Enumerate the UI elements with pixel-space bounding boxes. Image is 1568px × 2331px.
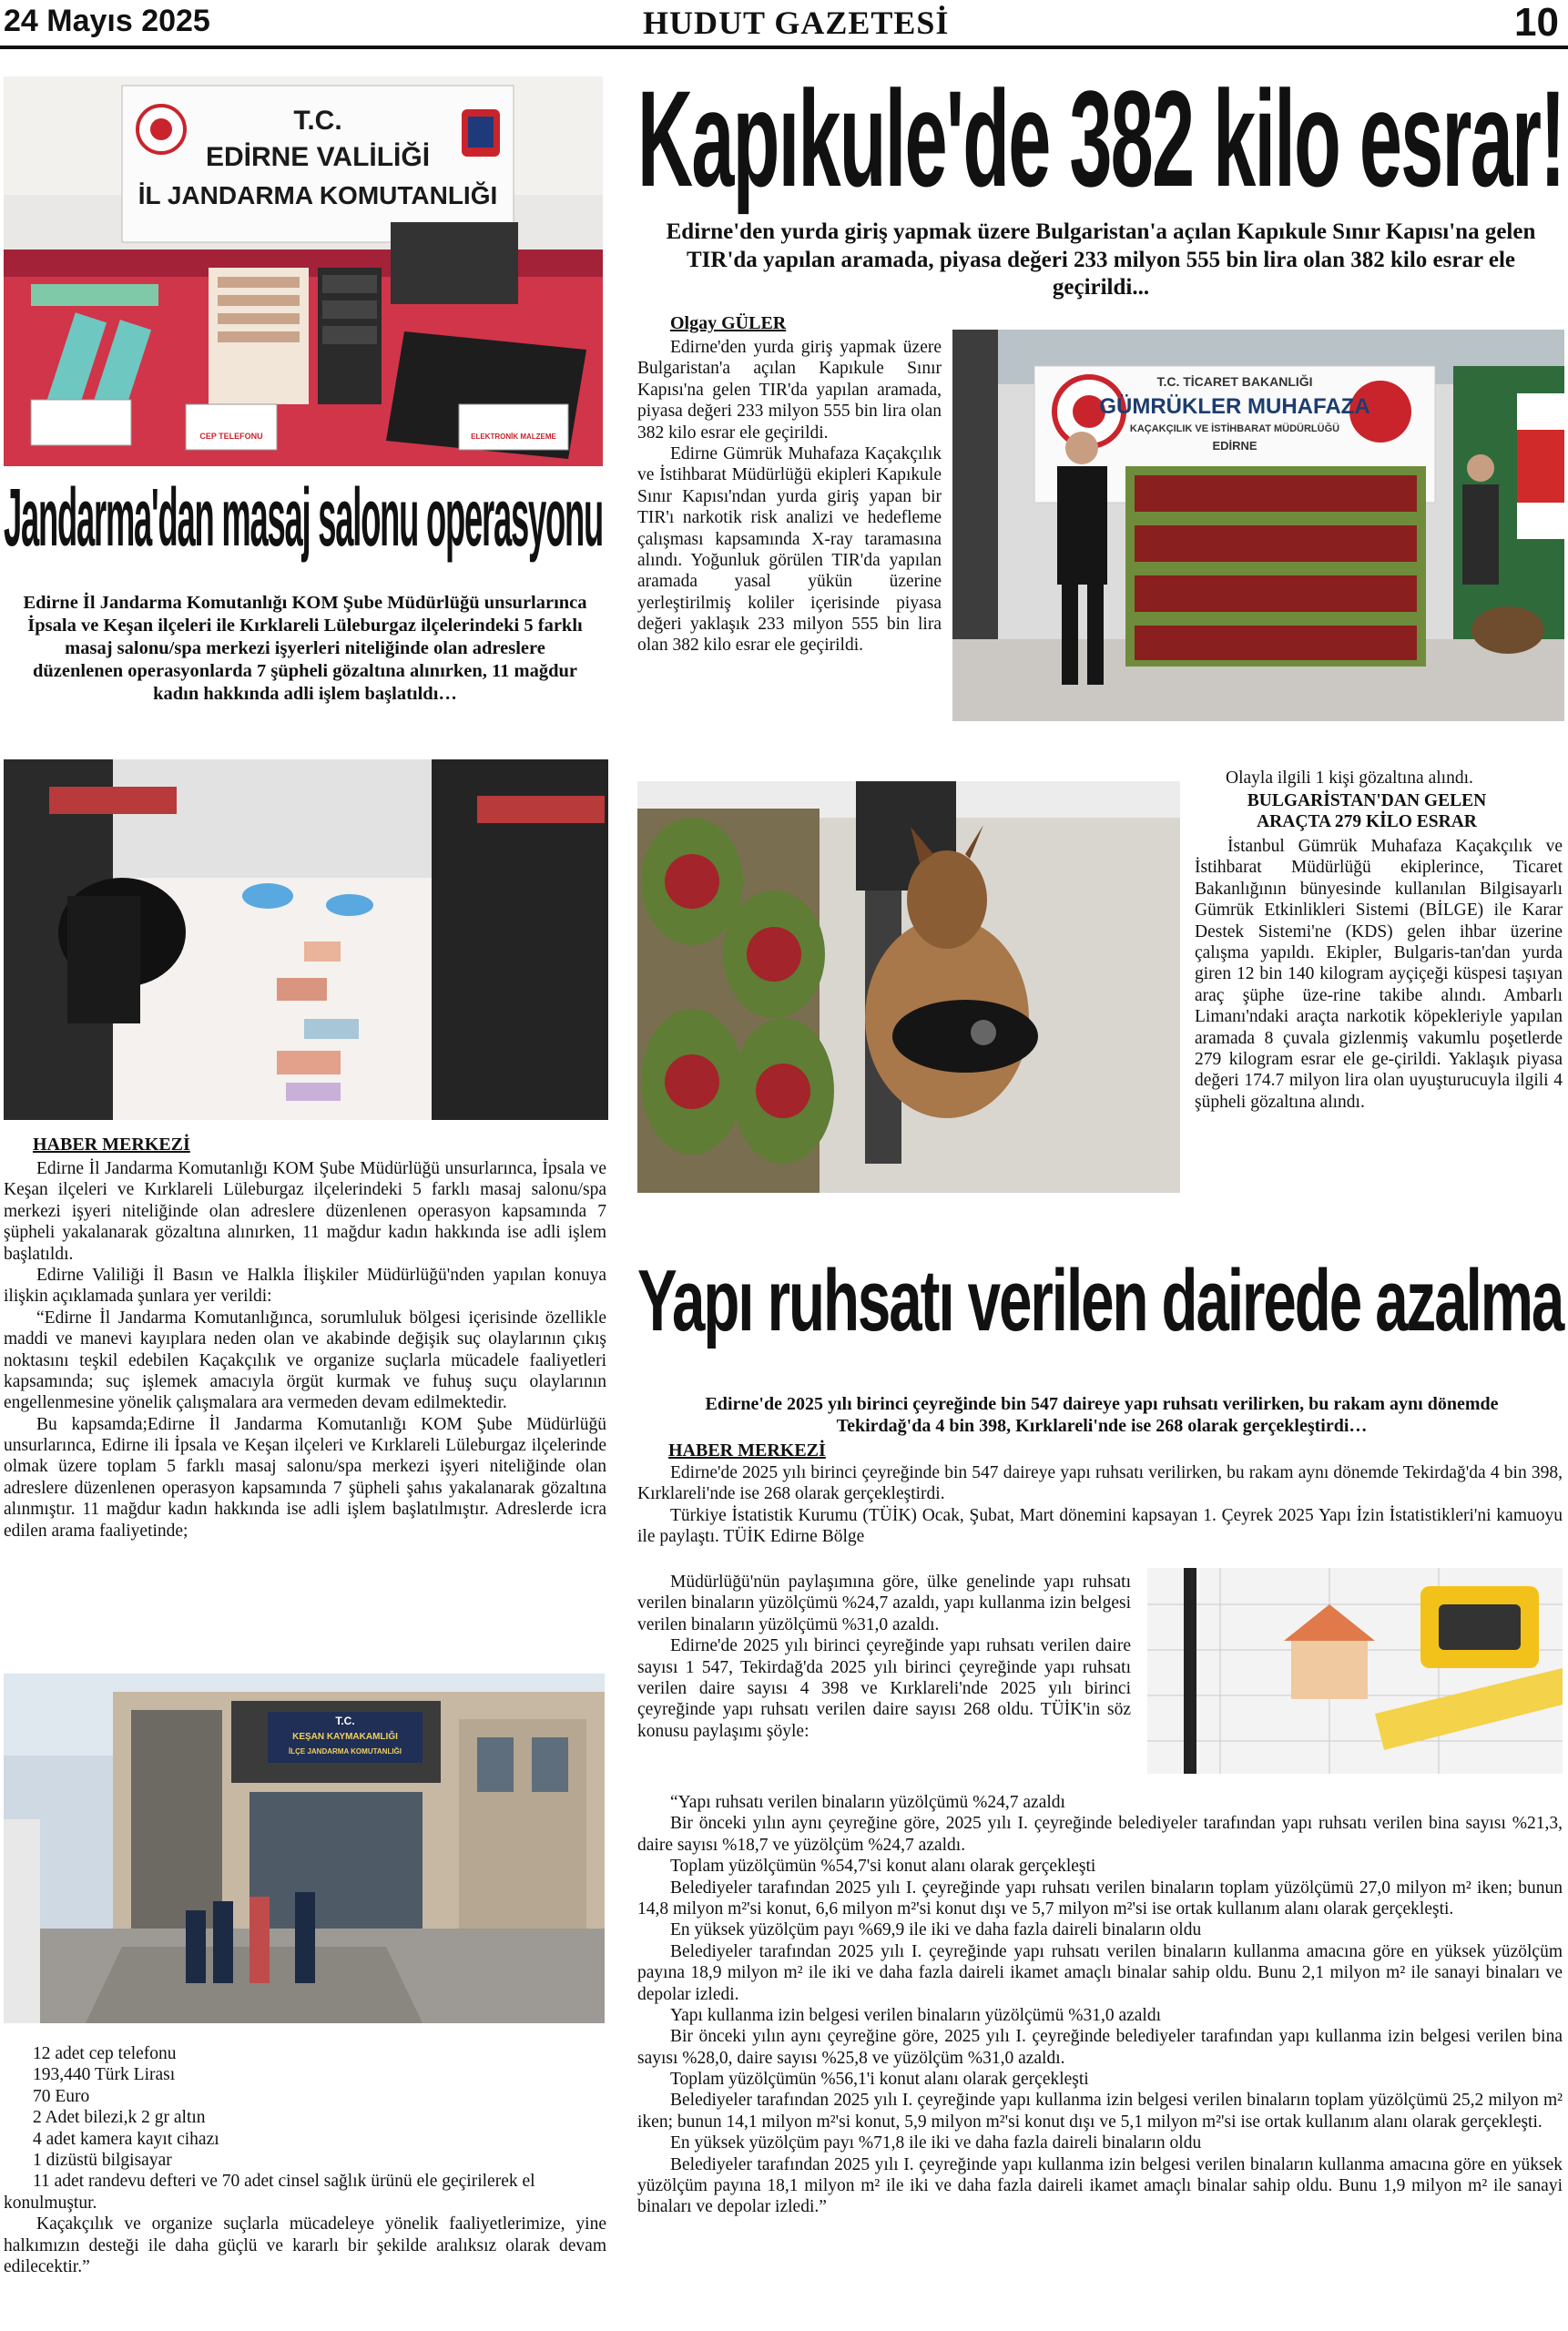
banner-line1: T.C. TİCARET BAKANLIĞI: [1156, 374, 1313, 389]
left-para-2: Edirne Valiliği İl Basın ve Halkla İlişkiler Müdürlüğü'nden yapılan konuya ilişkin açıklamada şunlara yer verildi:: [4, 1265, 606, 1307]
left-para-3: “Edirne İl Jandarma Komutanlığınca, sorumluluk bölgesi içerisinde özellikle maddi ve manevi kayıplara neden olan ve akabinde değişik suç olaylarının çıkış noktasını teşkil edebilen Kaçakçılık ve organize suçlarla mücadele faaliyetleri kapsamında; suç işlemek amacıyla örgüt kurmak ve fuhuş suçu olaylarının engellenmesine yönelik çalışmalara ara vermeden devam edilmektedir.: [4, 1308, 606, 1413]
left-para-1: Edirne İl Jandarma Komutanlığı KOM Şube Müdürlüğü unsurlarınca, İpsala ve Keşan ilçeleri ve Kırklareli Lüleburgaz ilçelerindeki 5 farklı masaj salonu/spa merkezi işyeri niteliğinde olan adreslere düzenlenen operasyon kapsamında 7 şüpheli yakalanarak gözaltına alınırken, 11 mağdur kadın hakkında ise adli işlem başlatıldı.: [4, 1159, 606, 1264]
masthead-rule: [0, 46, 1568, 49]
seized-item: 1 dizüstü bilgisayar: [33, 2150, 172, 2170]
evidence-table-photo: [4, 759, 608, 1120]
left-closing: Kaçakçılık ve organize suçlarla mücadeleye yönelik faaliyetlerimize, yine halkımızın desteği ile daha güçlü ve kararlı bir şekilde aralıksız olarak devam edilecektir.”: [4, 2214, 606, 2276]
right-body: [637, 337, 942, 657]
bottom-para-rest: Yapı kullanma izin belgesi verilen binaların yüzölçümü %31,0 azaldı: [670, 2005, 1162, 2025]
bottom-para-2: Türkiye İstatistik Kurumu (TÜİK) Ocak, Şubat, Mart dönemini kapsayan 1. Çeyrek 2025 Yapı İzin İstatistikleri'ni kamuoyu ile paylaştı. TÜİK Edirne Bölge: [637, 1505, 1563, 1547]
right-para-2: Edirne Gümrük Muhafaza Kaçakçılık ve İstihbarat Müdürlüğü ekipleri Kapıkule Sınır Kapısı'ndan yurda giriş yapan bir TIR'ı narkotik risk analizi ve hedefleme çalışması kapsamında X-ray taramasına alındı. Yoğunluk görülen TIR'da yapılan aramada yasal yükün üzerine yerleştirilmiş koliler içerisinde piyasa değeri yaklaşık 233 milyon 555 bin lira olan 382 kilo esrar ele geçirildi.: [637, 443, 942, 656]
bottom-para-4: Edirne'de 2025 yılı birinci çeyreğinde yapı ruhsatı verilen daire sayısı 1 547, Tekirdağ'da 2025 yılı birinci çeyreğinde yapı ruhsatı verilen daire sayısı 4 398 ve Kırklareli'nde 2025 yılı birinci çeyreğinde yapı ruhsatı verilen daire sayısı 268 oldu. TÜİK'in söz konusu paylaşımı şöyle:: [637, 1636, 1131, 1741]
seized-item: 12 adet cep telefonu: [33, 2044, 177, 2063]
banner-line4: EDİRNE: [1212, 439, 1257, 453]
left-body: [4, 1158, 606, 1542]
sign-line2: EDİRNE VALİLİĞİ: [205, 142, 431, 172]
banner-line2: GÜMRÜKLER MUHAFAZA: [1099, 394, 1370, 419]
bottom-lead: Edirne'de 2025 yılı birinci çeyreğinde bin 547 daireye yapı ruhsatı verilirken, bu rakam aynı dönemde Tekirdağ'da 4 bin 398, Kırklareli'nde ise 268 olarak gerçekleştirdi…: [705, 1394, 1499, 1437]
bottom-body-rest: [637, 1792, 1563, 2218]
building-sign-line3: İLÇE JANDARMA KOMUTANLIĞI: [289, 1747, 402, 1756]
banner-line3: KAÇAKÇILIK VE İSTİHBARAT MÜDÜRLÜĞÜ: [1129, 423, 1340, 434]
bottom-para-1: Edirne'de 2025 yılı birinci çeyreğinde bin 547 daireye yapı ruhsatı verilirken, bu rakam aynı dönemde Tekirdağ'da 4 bin 398, Kırklareli'nde ise 268 olarak gerçekleştirdi.: [637, 1463, 1563, 1504]
label-elektronik-malzeme: ELEKTRONİK MALZEME: [471, 433, 556, 441]
sign-line1: T.C.: [293, 106, 342, 136]
right-byline: Olgay GÜLER: [670, 313, 787, 333]
issue-date: 24 Mayıs 2025: [4, 4, 210, 38]
seized-items-list: [4, 2043, 606, 2277]
bottom-para-rest: Belediyeler tarafından 2025 yılı I. çeyreğinde yapı kullanma izin belgesi verilen binaların kullanma amacına göre en yüksek yüzölçüm payına 18,1 milyon m² ile iki ve daha fazla daireli ikamet amaçlı binalar sahip oldu. Bunu 1,9 milyon m² ile sanayi binaları ve depolar izledi.”: [637, 2154, 1563, 2217]
bottom-para-rest: Toplam yüzölçümün %56,1'i konut alanı olarak gerçekleşti: [670, 2070, 1089, 2090]
bottom-para-rest: Belediyeler tarafından 2025 yılı I. çeyreğinde yapı ruhsatı verilen binaların kullanma amacına göre en yüksek yüzölçüm payına 18,9 milyon m² ile iki ve daha fazla daireli ikamet amaçlı binalar sahip oldu. Bunu 2,1 milyon m² ile sanayi binaları ve depolar izledi.: [637, 1941, 1563, 2004]
bottom-para-rest: Bir önceki yılın aynı çeyreğine göre, 2025 yılı I. çeyreğinde belediyeler tarafından yapı ruhsatı verilen bina sayısı %21,3, daire sayısı %18,7 ve yüzölçüm %24,7 azaldı.: [637, 1814, 1563, 1855]
left-headline: Jandarma'dan masaj salonu operasyonu: [4, 473, 603, 564]
bottom-byline: HABER MERKEZİ: [668, 1440, 826, 1461]
page-number: 10: [1514, 0, 1559, 45]
bottom-para-rest: Bir önceki yılın aynı çeyreğine göre, 2025 yılı I. çeyreğinde belediyeler tarafından yapı kullanma izin belgesi verilen bina sayısı %28,0, daire sayısı %25,8 ve yüzölçüm %31,0 azaldı.: [637, 2027, 1563, 2068]
bottom-para-rest: En yüksek yüzölçüm payı %71,8 ile iki ve daha fazla daireli binaların oldu: [670, 2133, 1202, 2153]
seized-item: 193,440 Türk Lirası: [33, 2065, 176, 2085]
left-byline: HABER MERKEZİ: [33, 1135, 190, 1155]
bottom-body-narrow: [637, 1572, 1131, 1742]
bottom-para-3: Müdürlüğü'nün paylaşımına göre, ülke genelinde yapı ruhsatı verilen binaların yüzölçümü %24,7 azaldı, yapı kullanma izin belgesi verilen binaların yüzölçümü %31,0 azaldı.: [637, 1573, 1131, 1634]
building-sign-line2: KEŞAN KAYMAKAMLIĞI: [292, 1732, 398, 1742]
left-para-4: Bu kapsamda;Edirne İl Jandarma Komutanlığı KOM Şube Müdürlüğü unsurlarınca, Edirne ili İpsala ve Keşan ilçeleri ve Kırklareli Lüleburgaz ilçelerinde olmak üzere toplam 5 farklı masaj salonu/spa merkezi işyeri niteliğinde olan adreslere düzenlenen operasyon kapsamında 7 şüpheli şahıs yakalanarak gözaltına alınmıştır. 11 mağdur kadın hakkında ise adli işlem başlatılmıştır. Adreslerde icra edilen arama faaliyetinde;: [4, 1414, 606, 1541]
right-para-3: İstanbul Gümrük Muhafaza Kaçakçılık ve İstihbarat Müdürlüğü ekiplerince, Ticaret Bakanlığının bünyesinde kullanılan Bilgisayarlı Gümrük Etkinlikleri Sistemi (BİLGE) ile Karar Destek Sistemi'ne (KDS) gelen ihbar üzerine çalışma yapıldı. Ekipler, Bulgaris-tan'dan yurda giren 12 bin 140 kilogram ayçiçeği küspesi taşıyan araç şüphe üze-rine takibe alındı. Ambarlı Limanı'ndaki araçta narkotik köpekleriyle yapılan aramada 8 çuvala gizlenmiş vakumlu poşetlerde 279 kilogram esrar ele ge-çirildi. Yaklaşık piyasa değeri 174.7 milyon lira olan uyuşturucuyla ilgili 4 şüpheli gözaltına alındı.: [1195, 837, 1563, 1112]
right-para-1: Edirne'den yurda giriş yapmak üzere Bulgaristan'a açılan Kapıkule Sınır Kapısı'na gelen TIR'da yapılan aramada, piyasa değeri 233 milyon 555 bin lira olan 382 kilo esrar ele geçirildi.: [637, 338, 942, 443]
newspaper-name: HUDUT GAZETESİ: [643, 5, 950, 41]
right-headline: Kapıkule'de 382 kilo esrar!: [637, 62, 1564, 215]
right-body-2: [1195, 836, 1563, 1113]
customs-seizure-photo: [952, 330, 1564, 721]
right-subhead: BULGARİSTAN'DAN GELEN ARAÇTA 279 KİLO ESRAR: [1247, 791, 1487, 832]
sign-line3: İL JANDARMA KOMUTANLIĞI: [137, 181, 498, 209]
seized-item: 11 adet randevu defteri ve 70 adet cinsel sağlık ürünü ele geçirilerek el konulmuştur.: [4, 2172, 535, 2213]
seized-items-photo: [4, 76, 603, 466]
detector-dog-photo: [637, 781, 1180, 1193]
seized-item: 70 Euro: [33, 2086, 90, 2106]
seized-item: 4 adet kamera kayıt cihazı: [33, 2129, 219, 2149]
construction-plans-photo: [1147, 1568, 1563, 1774]
right-lead: Edirne'den yurda giriş yapmak üzere Bulgaristan'a açılan Kapıkule Sınır Kapısı'na gelen TIR'da yapılan aramada, piyasa değeri 233 milyon 555 bin lira olan 382 kilo esrar ele geçirildi...: [666, 219, 1536, 300]
left-lead: Edirne İl Jandarma Komutanlığı KOM Şube Müdürlüğü unsurlarınca İpsala ve Keşan ilçeleri ile Kırklareli Lüleburgaz ilçelerindeki 5 farklı masaj salonu/spa merkezi işyerleri niteliğinde olan adreslere düzenlenen operasyonlarda 7 şüpheli gözaltına alınırken, 11 mağdur kadın hakkında adli işlem başlatıldı…: [23, 593, 587, 704]
bottom-para-rest: Belediyeler tarafından 2025 yılı I. çeyreğinde yapı kullanma izin belgesi verilen binaların toplam yüzölçümü 25,2 milyon m² iken; bunun 14,1 milyon m²'si konut, 5,9 milyon m²'si konut dışı ve 5,1 milyon m²'si ise ortak kullanım alanı olarak gerçekleşti.: [637, 2091, 1563, 2132]
bottom-headline: Yapı ruhsatı verilen dairede azalma: [637, 1252, 1563, 1349]
label-cep-telefonu: CEP TELEFONU: [199, 432, 263, 441]
bottom-para-rest: “Yapı ruhsatı verilen binaların yüzölçümü %24,7 azaldı: [670, 1793, 1065, 1812]
seized-item: 2 Adet bilezi,k 2 gr altın: [33, 2108, 206, 2128]
gendarmerie-building-photo: [4, 1674, 605, 2023]
bottom-para-rest: En yüksek yüzölçüm payı %69,9 ile iki ve daha fazla daireli binaların oldu: [670, 1920, 1202, 1940]
bottom-para-rest: Belediyeler tarafından 2025 yılı I. çeyreğinde yapı ruhsatı verilen binaların toplam yüzölçümü 27,0 milyon m² iken; bunun 14,8 milyon m²'si konut, 6,6 milyon m²'si konut dışı ve 5,7 milyon m²'si ise ortak kullanım alanı olarak gerçekleşti.: [637, 1878, 1563, 1919]
detention-note: Olayla ilgili 1 kişi gözaltına alındı.: [1226, 769, 1473, 788]
building-sign-line1: T.C.: [335, 1715, 355, 1727]
bottom-para-rest: Toplam yüzölçümün %54,7'si konut alanı olarak gerçekleşti: [670, 1857, 1096, 1877]
bottom-body-full: [637, 1462, 1563, 1548]
